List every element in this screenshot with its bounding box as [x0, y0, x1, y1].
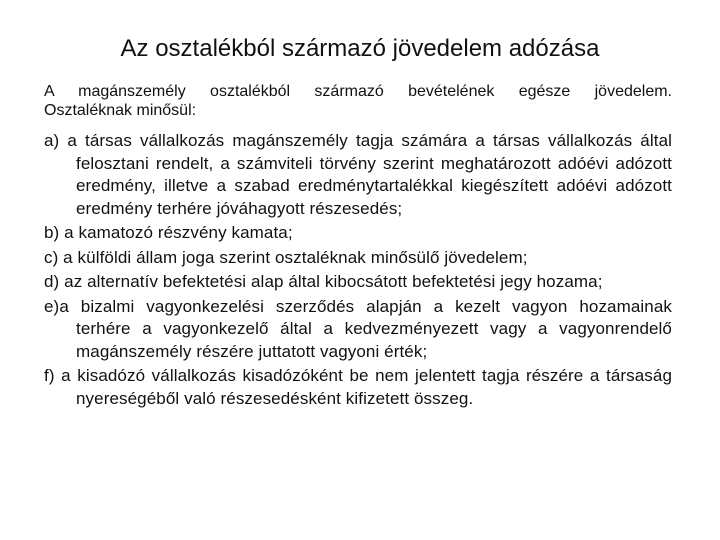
list-item-a: a) a társas vállalkozás magánszemély tagja számára a társas vállalkozás által felosztani rendelt, a számviteli törvény szerint meghatározott adóévi adózott eredmény, illetve a szabad eredménytartalékkal kiegészített adóévi adózott eredmény terhére jóváhagyott részesedés; — [44, 131, 672, 218]
list-item-d: d) az alternatív befektetési alap által kibocsátott befektetési jegy hozama; — [44, 272, 603, 291]
list-item-e: e)a bizalmi vagyonkezelési szerződés alapján a kezelt vagyon hozamainak terhére a vagyonkezelő által a kedvezményezett vagy a vagyonrendelő magánszemély részére juttatott vagyoni érték; — [44, 296, 672, 361]
list-item-c: c) a külföldi állam joga szerint osztaléknak minősülő jövedelem; — [44, 247, 528, 267]
slide-title: Az osztalékból származó jövedelem adózása — [120, 35, 600, 62]
dividend-items-list — [44, 130, 672, 412]
intro-line-2: Osztaléknak minősül: — [44, 102, 197, 119]
intro-paragraph — [44, 82, 672, 120]
list-item-f: f) a kisadózó vállalkozás kisadózóként be nem jelentett tagja részére a társaság nyereségéből való részesedésként kifizetett összeg. — [44, 366, 672, 408]
intro-line-1: A magánszemély osztalékból származó bevételének egésze jövedelem. — [44, 83, 672, 100]
list-item-b: b) a kamatozó részvény kamata; — [44, 223, 293, 242]
